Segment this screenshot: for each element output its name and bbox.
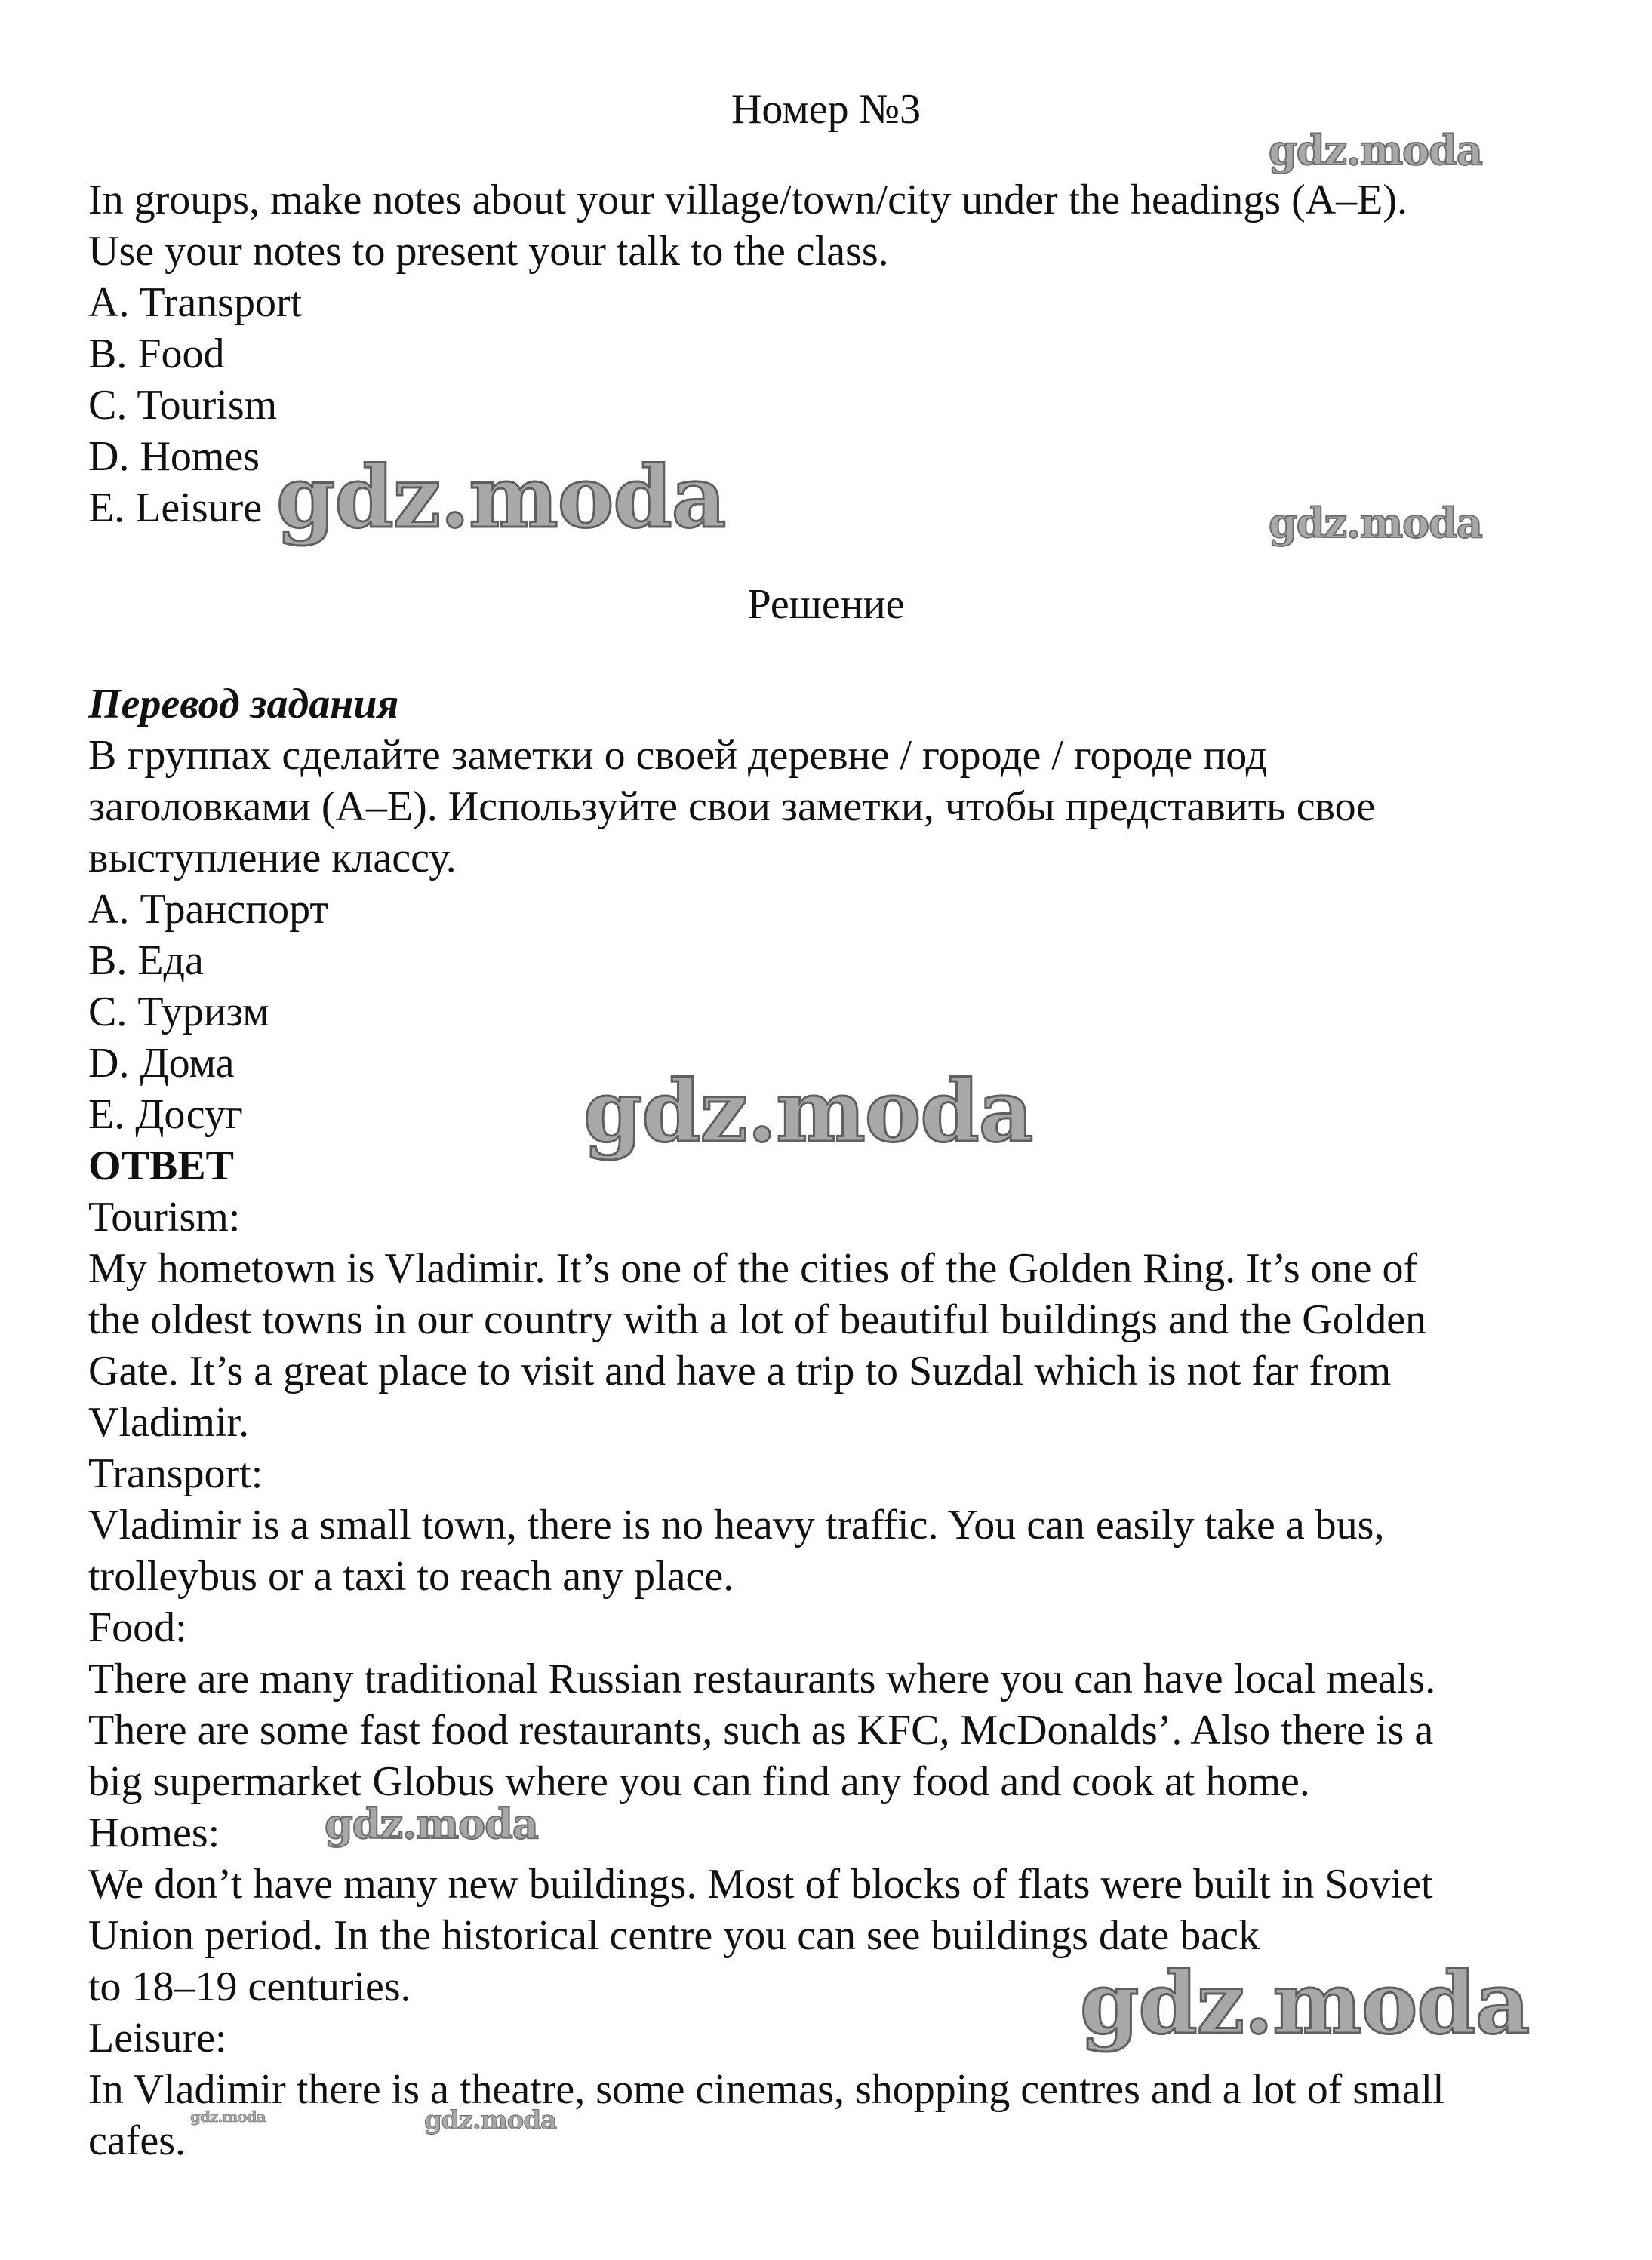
text-line: Leisure: bbox=[88, 2015, 227, 2062]
watermark: gdz.moda bbox=[424, 2105, 557, 2135]
text-line: Food: bbox=[88, 1604, 187, 1651]
text-line: the oldest towns in our country with a lot of beautiful buildings and the Golden bbox=[88, 1296, 1427, 1343]
text-line: A. Транспорт bbox=[88, 886, 328, 933]
text-line: to 18–19 centuries. bbox=[88, 1963, 411, 2010]
text-line: In Vladimir there is a theatre, some cinemas, shopping centres and a lot of small bbox=[88, 2066, 1444, 2113]
text-line: In groups, make notes about your village/town/city under the headings (A–E). bbox=[88, 177, 1408, 223]
text-line: C. Tourism bbox=[88, 382, 278, 429]
watermark: gdz.moda bbox=[583, 1062, 1033, 1161]
text-line: E. Leisure bbox=[88, 484, 263, 531]
text-line: Homes: bbox=[88, 1810, 220, 1856]
text-line: Gate. It’s a great place to visit and have a trip to Suzdal which is not far from bbox=[88, 1348, 1392, 1394]
translation-heading: Перевод задания bbox=[88, 681, 399, 727]
text-line: There are some fast food restaurants, such as KFC, McDonalds’. Also there is a bbox=[88, 1707, 1434, 1754]
page-title: Номер №3 bbox=[731, 86, 921, 133]
solution-heading: Решение bbox=[747, 581, 905, 628]
text-line: A. Transport bbox=[88, 279, 303, 326]
text-line: заголовками (A–E). Используйте свои заметки, чтобы представить свое bbox=[88, 783, 1376, 830]
text-line: Transport: bbox=[88, 1450, 263, 1497]
text-line: D. Homes bbox=[88, 433, 260, 480]
text-line: C. Туризм bbox=[88, 989, 269, 1035]
text-line: выступление классу. bbox=[88, 835, 457, 881]
watermark: gdz.moda bbox=[325, 1800, 538, 1848]
text-line: Vladimir. bbox=[88, 1399, 250, 1446]
text-line: trolleybus or a taxi to reach any place. bbox=[88, 1553, 734, 1600]
answer-heading: ОТВЕТ bbox=[88, 1142, 234, 1189]
text-line: My hometown is Vladimir. It’s one of the cities of the Golden Ring. It’s one of bbox=[88, 1245, 1418, 1292]
watermark: gdz.moda bbox=[1269, 126, 1482, 174]
watermark: gdz.moda bbox=[190, 2108, 266, 2126]
text-line: B. Food bbox=[88, 331, 225, 377]
text-line: Union period. In the historical centre you can see buildings date back bbox=[88, 1912, 1260, 1959]
watermark: gdz.moda bbox=[1269, 499, 1482, 547]
text-line: D. Дома bbox=[88, 1040, 235, 1087]
text-line: B. Еда bbox=[88, 937, 204, 984]
text-line: cafes. bbox=[88, 2117, 186, 2164]
text-line: Tourism: bbox=[88, 1194, 241, 1241]
text-line: Vladimir is a small town, there is no heavy traffic. You can easily take a bus, bbox=[88, 1502, 1385, 1548]
text-line: Use your notes to present your talk to the class. bbox=[88, 228, 889, 275]
watermark: gdz.moda bbox=[276, 448, 726, 547]
text-line: В группах сделайте заметки о своей деревне / городе / городе под bbox=[88, 732, 1268, 779]
text-line: big supermarket Globus where you can find any food and cook at home. bbox=[88, 1758, 1310, 1805]
text-line: There are many traditional Russian restaurants where you can have local meals. bbox=[88, 1656, 1436, 1702]
watermark: gdz.moda bbox=[1080, 1954, 1530, 2053]
text-line: We don’t have many new buildings. Most of blocks of flats were built in Soviet bbox=[88, 1861, 1433, 1908]
text-line: E. Досуг bbox=[88, 1091, 243, 1138]
